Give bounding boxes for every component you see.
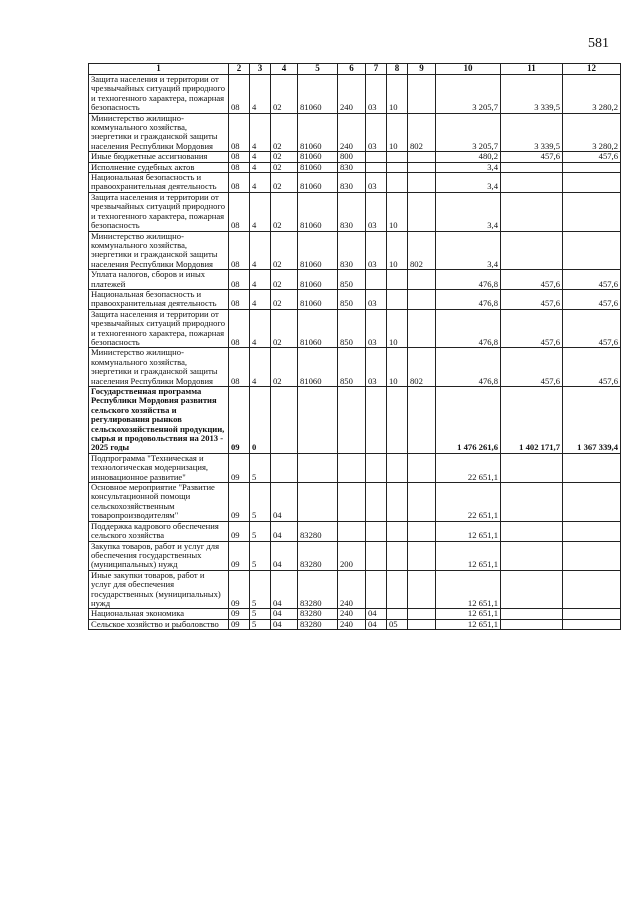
amount-cell: 476,8 [436, 289, 501, 309]
code-cell [408, 289, 436, 309]
code-cell [366, 270, 387, 290]
amount-cell: 457,6 [563, 289, 621, 309]
code-cell: 240 [338, 75, 366, 114]
code-cell: 83280 [298, 521, 338, 541]
code-cell: 5 [250, 570, 271, 609]
code-cell: 83280 [298, 609, 338, 619]
table-row [89, 387, 621, 454]
amount-cell: 3 339,5 [501, 75, 563, 114]
code-cell: 02 [271, 162, 298, 172]
code-cell [408, 609, 436, 619]
code-cell: 04 [271, 483, 298, 522]
code-cell [408, 541, 436, 570]
code-cell: 03 [366, 192, 387, 231]
row-name-cell: Национальная безопасность и правоохранительная деятельность [89, 289, 229, 309]
code-cell: 03 [366, 348, 387, 387]
page-number: 581 [588, 36, 609, 51]
row-name-cell: Защита населения и территории от чрезвычайных ситуаций природного и техногенного характера, пожарная безопасность [89, 75, 229, 114]
amount-cell: 12 651,1 [436, 619, 501, 629]
code-cell: 240 [338, 113, 366, 152]
table-row [89, 231, 621, 270]
amount-cell [563, 483, 621, 522]
table-row [89, 113, 621, 152]
amount-cell: 22 651,1 [436, 453, 501, 482]
code-cell [408, 75, 436, 114]
code-cell [408, 387, 436, 454]
code-cell [387, 483, 408, 522]
code-cell: 04 [366, 609, 387, 619]
row-name-cell: Исполнение судебных актов [89, 162, 229, 172]
header-cell: 12 [563, 64, 621, 75]
amount-cell [501, 609, 563, 619]
code-cell: 81060 [298, 309, 338, 348]
code-cell [298, 483, 338, 522]
amount-cell: 12 651,1 [436, 541, 501, 570]
code-cell: 4 [250, 173, 271, 193]
row-name-cell: Уплата налогов, сборов и иных платежей [89, 270, 229, 290]
code-cell [387, 541, 408, 570]
amount-cell: 3,4 [436, 231, 501, 270]
amount-cell: 3,4 [436, 192, 501, 231]
code-cell: 02 [271, 173, 298, 193]
code-cell: 5 [250, 453, 271, 482]
code-cell: 800 [338, 152, 366, 162]
code-cell: 802 [408, 348, 436, 387]
code-cell: 240 [338, 570, 366, 609]
amount-cell [501, 162, 563, 172]
code-cell: 830 [338, 192, 366, 231]
code-cell: 4 [250, 270, 271, 290]
code-cell: 04 [366, 619, 387, 629]
code-cell: 81060 [298, 270, 338, 290]
code-cell: 08 [229, 75, 250, 114]
amount-cell [501, 570, 563, 609]
amount-cell [501, 453, 563, 482]
amount-cell [563, 453, 621, 482]
code-cell [387, 289, 408, 309]
amount-cell: 3 280,2 [563, 113, 621, 152]
code-cell: 4 [250, 162, 271, 172]
amount-cell [501, 619, 563, 629]
amount-cell: 3,4 [436, 173, 501, 193]
code-cell [366, 387, 387, 454]
amount-cell: 480,2 [436, 152, 501, 162]
amount-cell [501, 521, 563, 541]
amount-cell [563, 173, 621, 193]
code-cell [366, 521, 387, 541]
code-cell: 04 [271, 541, 298, 570]
code-cell: 09 [229, 387, 250, 454]
code-cell: 05 [387, 619, 408, 629]
code-cell: 02 [271, 113, 298, 152]
header-cell: 8 [387, 64, 408, 75]
amount-cell: 476,8 [436, 270, 501, 290]
amount-cell: 12 651,1 [436, 570, 501, 609]
code-cell: 03 [366, 173, 387, 193]
row-name-cell: Основное мероприятие "Развитие консультационной помощи сельскохозяйственным товаропроизводителям" [89, 483, 229, 522]
amount-cell [501, 483, 563, 522]
code-cell: 5 [250, 483, 271, 522]
row-name-cell: Министерство жилищно-коммунального хозяйства, энергетики и гражданской защиты населения Республики Мордовия [89, 113, 229, 152]
code-cell: 850 [338, 289, 366, 309]
code-cell: 0 [250, 387, 271, 454]
code-cell: 83280 [298, 619, 338, 629]
code-cell: 850 [338, 309, 366, 348]
amount-cell [501, 192, 563, 231]
code-cell: 4 [250, 348, 271, 387]
code-cell: 09 [229, 521, 250, 541]
code-cell: 4 [250, 75, 271, 114]
code-cell: 83280 [298, 570, 338, 609]
amount-cell [563, 231, 621, 270]
table-row [89, 348, 621, 387]
header-cell: 6 [338, 64, 366, 75]
table-row [89, 270, 621, 290]
code-cell [408, 521, 436, 541]
amount-cell [563, 162, 621, 172]
code-cell: 09 [229, 541, 250, 570]
code-cell [338, 387, 366, 454]
code-cell [387, 387, 408, 454]
code-cell: 5 [250, 619, 271, 629]
code-cell [271, 387, 298, 454]
code-cell: 03 [366, 289, 387, 309]
amount-cell: 457,6 [501, 270, 563, 290]
header-cell: 7 [366, 64, 387, 75]
code-cell: 4 [250, 231, 271, 270]
code-cell: 830 [338, 162, 366, 172]
header-cell: 4 [271, 64, 298, 75]
row-name-cell: Министерство жилищно-коммунального хозяйства, энергетики и гражданской защиты населения Республики Мордовия [89, 348, 229, 387]
row-name-cell: Министерство жилищно-коммунального хозяйства, энергетики и гражданской защиты населения Республики Мордовия [89, 231, 229, 270]
code-cell [366, 152, 387, 162]
code-cell: 81060 [298, 162, 338, 172]
code-cell: 02 [271, 309, 298, 348]
code-cell: 08 [229, 162, 250, 172]
code-cell: 09 [229, 619, 250, 629]
code-cell [408, 173, 436, 193]
code-cell: 200 [338, 541, 366, 570]
code-cell [298, 387, 338, 454]
code-cell: 81060 [298, 348, 338, 387]
amount-cell: 3 205,7 [436, 75, 501, 114]
amount-cell: 3,4 [436, 162, 501, 172]
code-cell: 81060 [298, 75, 338, 114]
code-cell: 4 [250, 192, 271, 231]
amount-cell: 3 205,7 [436, 113, 501, 152]
code-cell [387, 521, 408, 541]
code-cell: 02 [271, 231, 298, 270]
table-row [89, 289, 621, 309]
code-cell [408, 453, 436, 482]
code-cell: 09 [229, 609, 250, 619]
table-row [89, 173, 621, 193]
header-cell: 11 [501, 64, 563, 75]
table-row [89, 570, 621, 609]
amount-cell: 457,6 [563, 309, 621, 348]
code-cell [387, 570, 408, 609]
row-name-cell: Закупка товаров, работ и услуг для обеспечения государственных (муниципальных) нужд [89, 541, 229, 570]
code-cell: 09 [229, 570, 250, 609]
amount-cell: 1 367 339,4 [563, 387, 621, 454]
amount-cell [501, 231, 563, 270]
code-cell: 02 [271, 270, 298, 290]
code-cell: 02 [271, 192, 298, 231]
code-cell [408, 483, 436, 522]
code-cell: 08 [229, 270, 250, 290]
code-cell [387, 162, 408, 172]
row-name-cell: Национальная безопасность и правоохранительная деятельность [89, 173, 229, 193]
amount-cell: 476,8 [436, 348, 501, 387]
code-cell [387, 152, 408, 162]
header-cell: 10 [436, 64, 501, 75]
amount-cell: 457,6 [563, 270, 621, 290]
row-name-cell: Иные закупки товаров, работ и услуг для обеспечения государственных (муниципальных) нужд [89, 570, 229, 609]
header-cell: 3 [250, 64, 271, 75]
row-name-cell: Подпрограмма "Техническая и технологическая модернизация, инновационное развитие" [89, 453, 229, 482]
amount-cell: 457,6 [501, 152, 563, 162]
code-cell: 10 [387, 309, 408, 348]
code-cell: 5 [250, 521, 271, 541]
code-cell: 850 [338, 270, 366, 290]
amount-cell: 457,6 [501, 289, 563, 309]
table-row [89, 75, 621, 114]
table-row [89, 152, 621, 162]
code-cell: 08 [229, 192, 250, 231]
amount-cell: 3 280,2 [563, 75, 621, 114]
code-cell [366, 541, 387, 570]
code-cell: 04 [271, 521, 298, 541]
code-cell [271, 453, 298, 482]
amount-cell [563, 192, 621, 231]
code-cell: 81060 [298, 152, 338, 162]
code-cell [408, 619, 436, 629]
row-name-cell: Иные бюджетные ассигнования [89, 152, 229, 162]
code-cell: 10 [387, 348, 408, 387]
amount-cell: 457,6 [501, 348, 563, 387]
amount-cell: 457,6 [501, 309, 563, 348]
code-cell [366, 570, 387, 609]
header-cell: 2 [229, 64, 250, 75]
code-cell: 240 [338, 609, 366, 619]
code-cell: 08 [229, 152, 250, 162]
code-cell [338, 521, 366, 541]
amount-cell: 22 651,1 [436, 483, 501, 522]
code-cell: 03 [366, 75, 387, 114]
code-cell: 02 [271, 289, 298, 309]
table-header-row [89, 64, 621, 75]
code-cell: 09 [229, 483, 250, 522]
code-cell [338, 483, 366, 522]
code-cell [366, 453, 387, 482]
code-cell: 02 [271, 348, 298, 387]
code-cell: 02 [271, 75, 298, 114]
budget-table [88, 63, 621, 630]
code-cell: 802 [408, 231, 436, 270]
code-cell: 81060 [298, 289, 338, 309]
amount-cell [563, 619, 621, 629]
table-row [89, 619, 621, 629]
code-cell: 830 [338, 173, 366, 193]
amount-cell: 12 651,1 [436, 521, 501, 541]
table-row [89, 521, 621, 541]
amount-cell [563, 570, 621, 609]
code-cell: 08 [229, 113, 250, 152]
amount-cell [563, 521, 621, 541]
code-cell: 03 [366, 113, 387, 152]
code-cell: 10 [387, 113, 408, 152]
code-cell: 10 [387, 192, 408, 231]
row-name-cell: Защита населения и территории от чрезвычайных ситуаций природного и техногенного характера, пожарная безопасность [89, 309, 229, 348]
header-cell: 1 [89, 64, 229, 75]
table-row [89, 483, 621, 522]
code-cell [387, 173, 408, 193]
table-row [89, 309, 621, 348]
code-cell: 03 [366, 309, 387, 348]
code-cell [408, 570, 436, 609]
table-row [89, 541, 621, 570]
amount-cell: 457,6 [563, 152, 621, 162]
code-cell: 08 [229, 348, 250, 387]
row-name-cell: Поддержка кадрового обеспечения сельского хозяйства [89, 521, 229, 541]
code-cell [408, 162, 436, 172]
row-name-cell: Защита населения и территории от чрезвычайных ситуаций природного и техногенного характера, пожарная безопасность [89, 192, 229, 231]
code-cell: 09 [229, 453, 250, 482]
code-cell: 83280 [298, 541, 338, 570]
code-cell: 4 [250, 152, 271, 162]
code-cell: 4 [250, 289, 271, 309]
code-cell: 240 [338, 619, 366, 629]
amount-cell: 457,6 [563, 348, 621, 387]
code-cell [366, 162, 387, 172]
amount-cell [563, 541, 621, 570]
code-cell: 03 [366, 231, 387, 270]
table-row [89, 192, 621, 231]
amount-cell: 1 476 261,6 [436, 387, 501, 454]
code-cell [408, 309, 436, 348]
code-cell: 5 [250, 541, 271, 570]
amount-cell: 12 651,1 [436, 609, 501, 619]
code-cell [387, 270, 408, 290]
code-cell: 02 [271, 152, 298, 162]
code-cell: 08 [229, 231, 250, 270]
table-row [89, 453, 621, 482]
code-cell [298, 453, 338, 482]
code-cell: 08 [229, 309, 250, 348]
code-cell [387, 609, 408, 619]
code-cell: 08 [229, 289, 250, 309]
code-cell: 10 [387, 231, 408, 270]
amount-cell: 476,8 [436, 309, 501, 348]
table-body [89, 75, 621, 630]
amount-cell [501, 173, 563, 193]
code-cell [366, 483, 387, 522]
code-cell: 81060 [298, 113, 338, 152]
code-cell: 04 [271, 609, 298, 619]
code-cell: 04 [271, 619, 298, 629]
table-row [89, 162, 621, 172]
code-cell: 08 [229, 173, 250, 193]
amount-cell: 3 339,5 [501, 113, 563, 152]
code-cell: 81060 [298, 192, 338, 231]
code-cell: 5 [250, 609, 271, 619]
code-cell [408, 270, 436, 290]
code-cell: 81060 [298, 231, 338, 270]
code-cell: 10 [387, 75, 408, 114]
code-cell [408, 152, 436, 162]
code-cell: 830 [338, 231, 366, 270]
row-name-cell: Национальная экономика [89, 609, 229, 619]
row-name-cell: Государственная программа Республики Мордовия развития сельского хозяйства и регулирования рынков сельскохозяйственной продукции, сырья и продовольствия на 2013 - 2025 годы [89, 387, 229, 454]
code-cell [387, 453, 408, 482]
code-cell: 4 [250, 309, 271, 348]
header-cell: 9 [408, 64, 436, 75]
amount-cell [501, 541, 563, 570]
code-cell [408, 192, 436, 231]
code-cell: 850 [338, 348, 366, 387]
row-name-cell: Сельское хозяйство и рыболовство [89, 619, 229, 629]
header-cell: 5 [298, 64, 338, 75]
code-cell: 802 [408, 113, 436, 152]
code-cell: 81060 [298, 173, 338, 193]
table-row [89, 609, 621, 619]
amount-cell: 1 402 171,7 [501, 387, 563, 454]
code-cell: 04 [271, 570, 298, 609]
code-cell [338, 453, 366, 482]
amount-cell [563, 609, 621, 619]
code-cell: 4 [250, 113, 271, 152]
